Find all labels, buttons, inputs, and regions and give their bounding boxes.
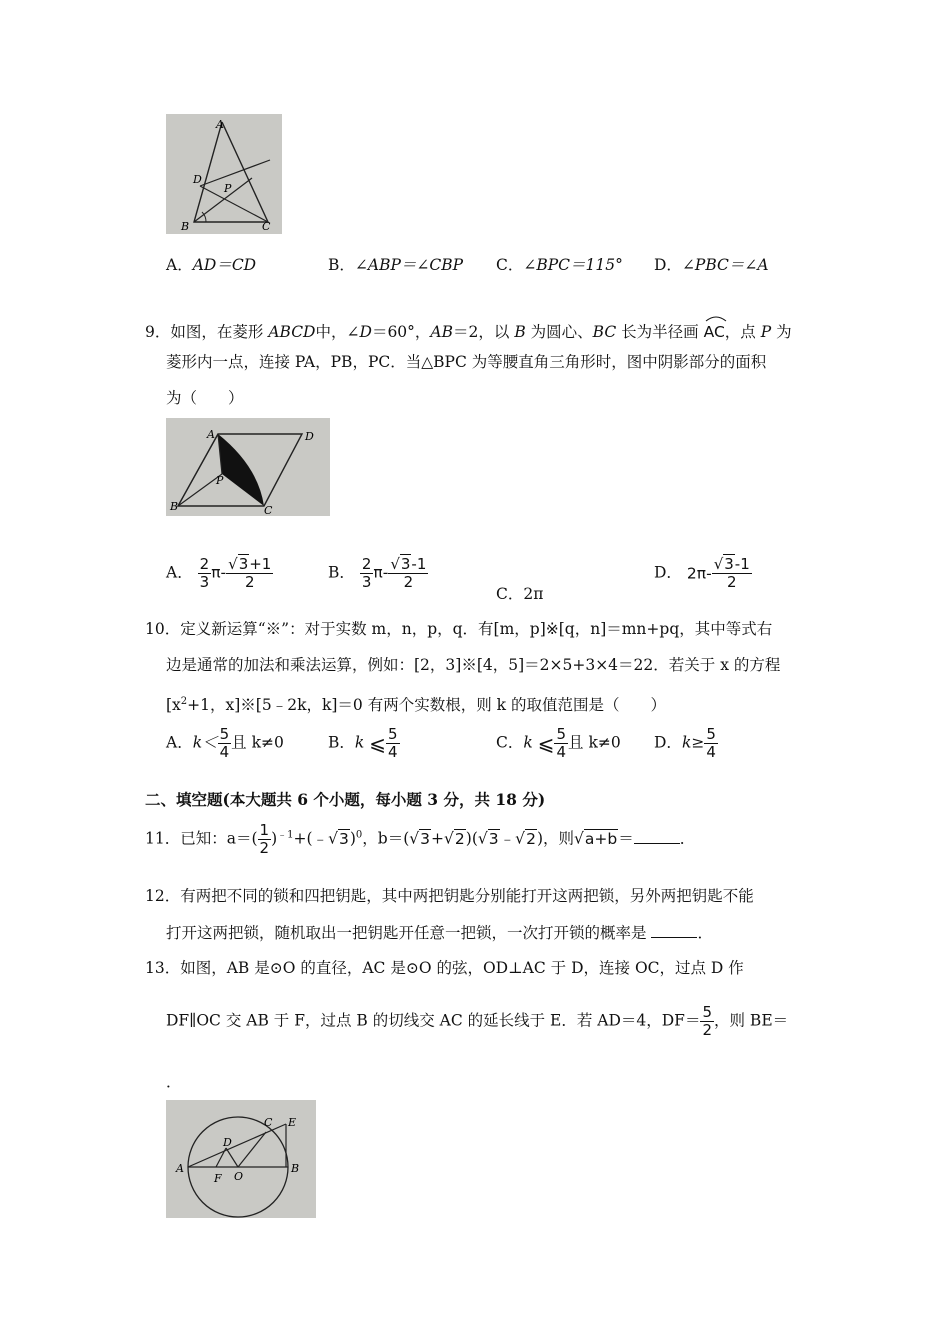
q9-option-c: C．2π <box>496 585 544 603</box>
q9-option-b: B． $\frac{2}{3}$ π- $\frac{√3-1}{2}$ <box>328 555 427 591</box>
figure-q13 <box>166 1100 316 1218</box>
label-f: F <box>214 1172 222 1185</box>
answer-blank-q11[interactable] <box>634 829 680 844</box>
label-c: C <box>264 504 273 516</box>
q9-line3: 为（ ） <box>166 389 244 407</box>
q9-line1: 9．如图，在菱形 ABCD中，∠D＝60°，AB＝2，以 B 为圆心、BC 长为半径画 AC，点 P 为 <box>145 322 792 342</box>
q11-line: 11．已知：a＝( $\frac{1}{2}$ )$^{﹣1}$+(﹣√3)$^0$，b＝(√3+√2)(√3﹣√2)，则√a+b＝ ． <box>145 821 696 857</box>
q8-option-c: C．∠BPC＝115° <box>496 256 623 274</box>
q10-option-d: D．k≥ $\frac{5}{4}$ <box>654 725 716 761</box>
q13-line2: DF∥OC 交 AB 于 F，过点 B 的切线交 AC 的延长线于 E．若 AD＝4，DF＝ $\frac{5}{2}$ ，则 BE＝ <box>166 1003 789 1039</box>
q10-option-c: C．k ⩽ $\frac{5}{4}$ 且 k≠0 <box>496 725 621 761</box>
circle-o-diagram <box>166 1100 316 1218</box>
q12-line1: 12．有两把不同的锁和四把钥匙，其中两把钥匙分别能打开这两把锁，另外两把钥匙不能 <box>145 887 754 905</box>
label-e: E <box>288 1116 297 1129</box>
label-d: D <box>305 430 314 443</box>
q13-line1: 13．如图，AB 是⊙O 的直径，AC 是⊙O 的弦，OD⊥AC 于 D，连接 OC，过点 D 作 <box>145 959 744 977</box>
label-p: P <box>224 182 232 195</box>
q13-line3: ． <box>166 1073 182 1091</box>
q10-line3: [$x^2+1$，x]※[5﹣2k，k]＝0 有两个实数根，则 k 的取值范围是（ ） <box>166 696 666 715</box>
q10-line2: 边是通常的加法和乘法运算，例如：[2，3]※[4，5]＝2×5+3×4＝22．若关于 x 的方程 <box>166 656 781 674</box>
label-c: C <box>264 1116 273 1129</box>
figure-q8 <box>166 114 282 234</box>
label-p: P <box>216 474 224 487</box>
triangle-abc-diagram <box>166 114 282 234</box>
q8-option-a: A．AD＝CD <box>166 256 257 274</box>
label-c: C <box>262 220 271 233</box>
label-a: A <box>176 1162 184 1175</box>
label-b: B <box>291 1162 300 1175</box>
q8-option-d: D．∠PBC＝∠A <box>654 256 769 274</box>
q10-option-a: A．k＜ $\frac{5}{4}$ 且 k≠0 <box>166 725 284 761</box>
section2-title: 二、填空题(本大题共 6 个小题，每小题 3 分，共 18 分) <box>145 790 546 809</box>
rhombus-abcd-diagram <box>166 418 330 516</box>
label-d: D <box>193 173 202 186</box>
answer-blank-q12[interactable] <box>651 923 697 938</box>
q9-line2: 菱形内一点，连接 PA，PB，PC．当△BPC 为等腰直角三角形时，图中阴影部分的面积 <box>166 353 767 371</box>
label-a: A <box>216 118 224 131</box>
label-a: A <box>207 428 215 441</box>
figure-q9 <box>166 418 330 516</box>
arc-ac: AC <box>704 322 725 342</box>
q9-option-d: D． 2π- $\frac{√3-1}{2}$ <box>654 555 750 591</box>
q10-option-b: B．k ⩽ $\frac{5}{4}$ <box>328 725 398 761</box>
label-b: B <box>181 220 190 233</box>
q9-option-a: A． $\frac{2}{3}$ π- $\frac{√3+1}{2}$ <box>166 555 272 591</box>
q12-line2: 打开这两把锁，随机取出一把钥匙开任意一把锁，一次打开锁的概率是 ． <box>166 924 713 942</box>
label-b: B <box>170 500 179 513</box>
label-d: D <box>223 1136 232 1149</box>
label-o: O <box>234 1170 244 1183</box>
q10-line1: 10．定义新运算“※”：对于实数 m，n，p，q．有[m，p]※[q，n]＝mn+pq，其中等式右 <box>145 620 773 638</box>
q8-option-b: B．∠ABP＝∠CBP <box>328 256 464 274</box>
